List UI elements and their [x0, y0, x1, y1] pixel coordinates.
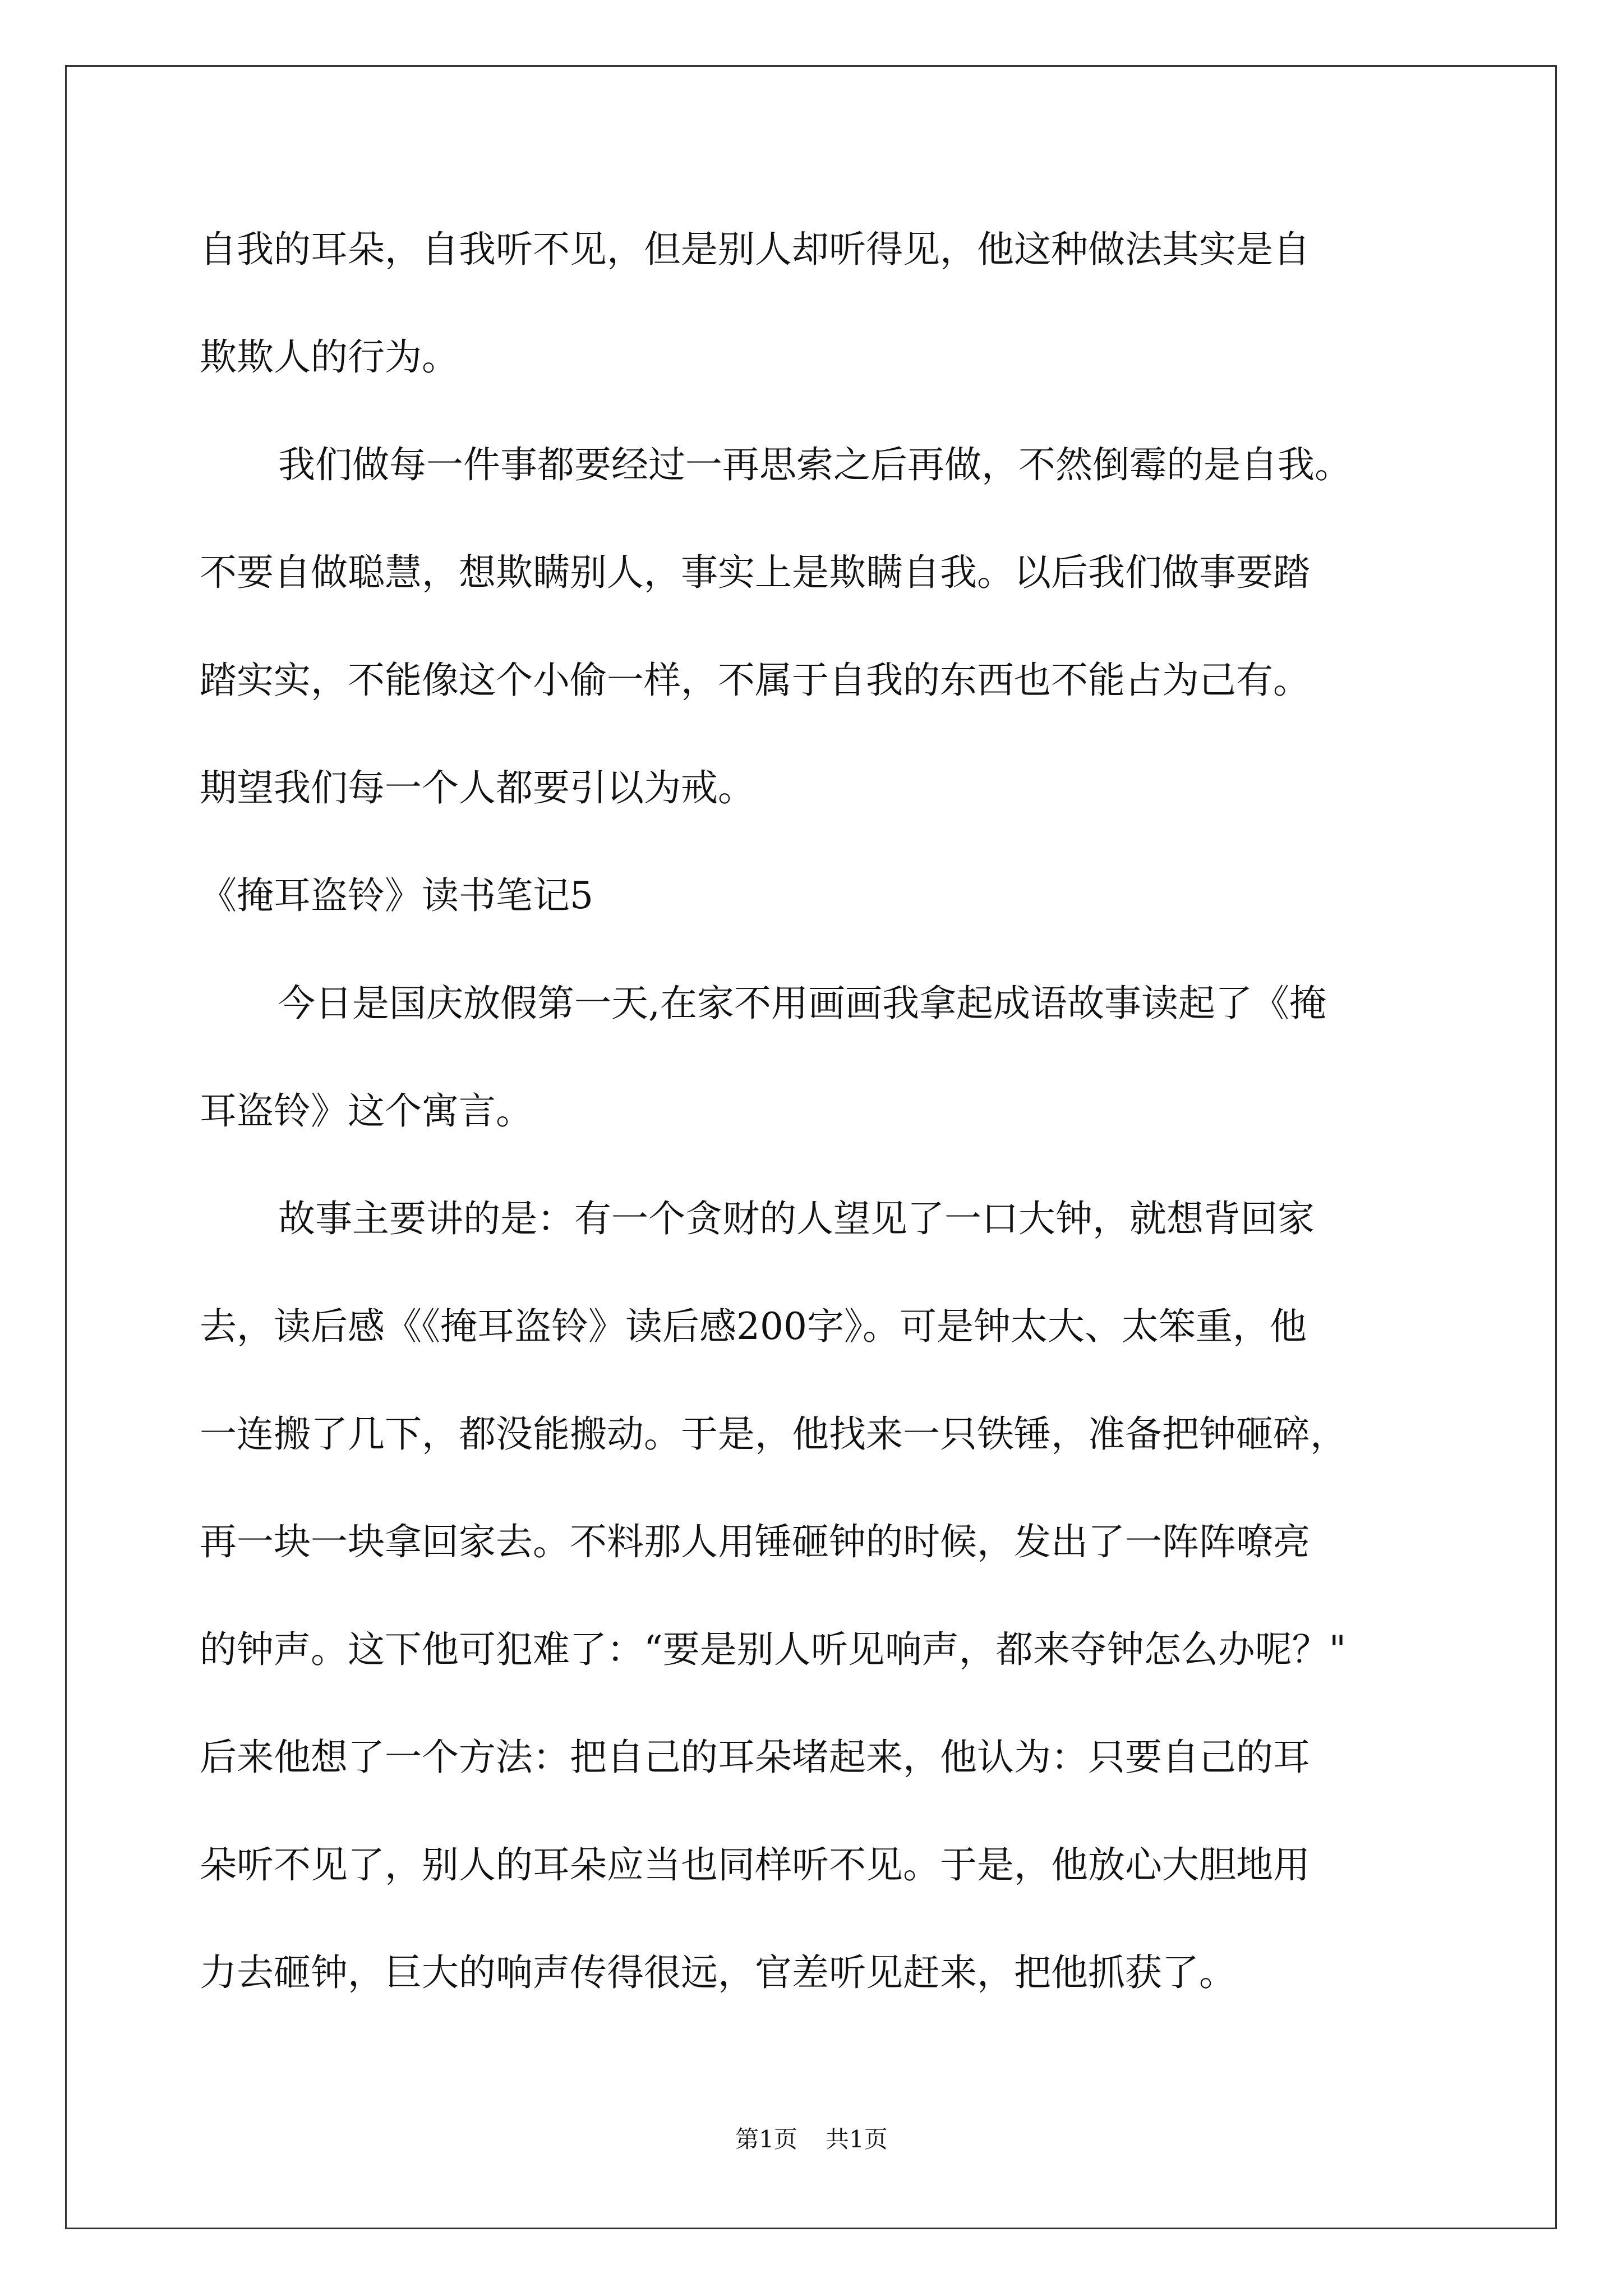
text-line: 力去砸钟，巨大的响声传得很远，官差听见赶来，把他抓获了。 [200, 1951, 1236, 1994]
text-line: 朵听不见了，别人的耳朵应当也同样听不见。于是，他放心大胆地用 [200, 1843, 1310, 1887]
page-footer [0, 2125, 1623, 2154]
page-number: 第1页 [735, 2125, 797, 2153]
text-line: 的钟声。这下他可犯难了：“要是别人听见响声，都来夺钟怎么办呢？" [200, 1628, 1347, 1671]
page-border [65, 65, 1557, 2229]
text-line: 自我的耳朵，自我听不见，但是别人却听得见，他这种做法其实是自 [200, 228, 1310, 271]
section-title: 《掩耳盗铃》读书笔记5 [200, 874, 593, 917]
text-line: 耳盗铃》这个寓言。 [200, 1089, 533, 1133]
text-line: 不要自做聪慧，想欺瞒别人，事实上是欺瞒自我。以后我们做事要踏 [200, 551, 1310, 594]
text-line: 欺欺人的行为。 [200, 335, 459, 379]
text-line: 踏实实，不能像这个小偷一样，不属于自我的东西也不能占为己有。 [200, 659, 1310, 702]
text-line: 期望我们每一个人都要引以为戒。 [200, 766, 755, 809]
page-total: 共1页 [826, 2125, 888, 2153]
text-line: 去，读后感《《掩耳盗铃》读后感200字》。可是钟太大、太笨重，他 [200, 1305, 1307, 1348]
text-line: 故事主要讲的是：有一个贪财的人望见了一口大钟，就想背回家 [278, 1197, 1315, 1240]
text-line: 一连搬了几下，都没能搬动。于是，他找来一只铁锤，准备把钟砸碎， [200, 1412, 1347, 1456]
text-line: 我们做每一件事都要经过一再思索之后再做，不然倒霉的是自我。 [278, 443, 1352, 486]
text-line: 后来他想了一个方法：把自己的耳朵堵起来，他认为：只要自己的耳 [200, 1736, 1310, 1779]
text-line: 再一块一块拿回家去。不料那人用锤砸钟的时候，发出了一阵阵嘹亮 [200, 1520, 1310, 1563]
text-line: 今日是国庆放假第一天,在家不用画画我拿起成语故事读起了《掩 [278, 982, 1326, 1025]
